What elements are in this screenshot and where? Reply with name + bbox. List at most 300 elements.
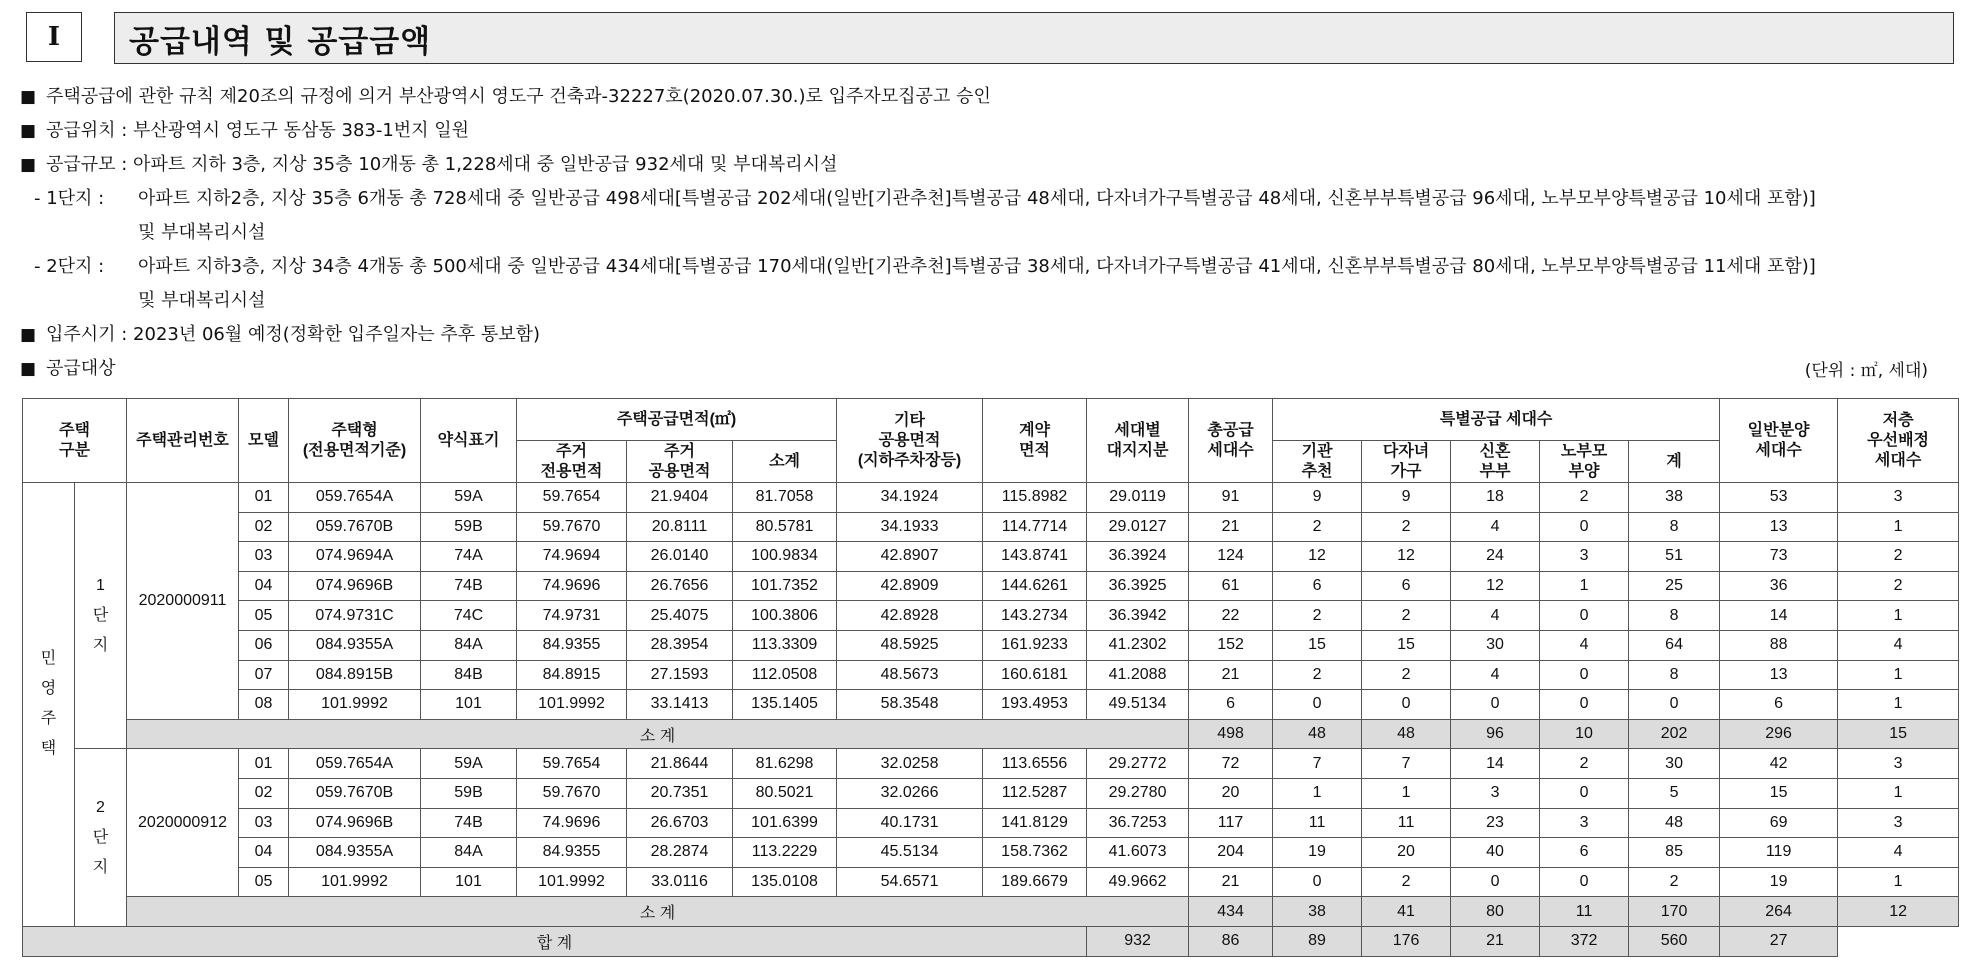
table-row xyxy=(23,512,1959,542)
table-row xyxy=(23,660,1959,690)
bullet-icon: ■ xyxy=(20,87,37,107)
table-cell: 29.0119 xyxy=(1087,483,1189,513)
table-cell: 29.0127 xyxy=(1087,512,1189,542)
table-cell: 02 xyxy=(239,512,289,542)
table-row xyxy=(23,630,1959,660)
table-cell: 41.2302 xyxy=(1087,630,1189,660)
table-cell: 28.3954 xyxy=(627,630,733,660)
grand-total-cell: 21 xyxy=(1451,926,1540,956)
subtotal-cell: 38 xyxy=(1273,897,1362,927)
grand-total-cell: 86 xyxy=(1189,926,1273,956)
table-cell: 19 xyxy=(1720,867,1838,897)
notes-block xyxy=(20,80,1940,386)
table-cell: 158.7362 xyxy=(983,838,1087,868)
mgmt-no-cell: 2020000911 xyxy=(127,483,239,720)
table-cell: 059.7670B xyxy=(289,778,421,808)
table-cell: 112.0508 xyxy=(733,660,837,690)
table-cell: 143.2734 xyxy=(983,601,1087,631)
subtotal-cell: 11 xyxy=(1540,897,1629,927)
table-row xyxy=(23,778,1959,808)
table-cell: 6 xyxy=(1720,690,1838,720)
note-move-in: ■ 입주시기 : 2023년 06월 예정(정확한 입주일자는 추후 통보함) xyxy=(20,318,1940,352)
header-subtotal-area: 소계 xyxy=(733,441,837,483)
note-approval: ■ 주택공급에 관한 규칙 제20조의 규정에 의거 부산광역시 영도구 건축과-32227호(2020.07.30.)로 입주자모집공고 승인 xyxy=(20,80,1940,114)
table-cell: 01 xyxy=(239,483,289,513)
table-cell: 15 xyxy=(1362,630,1451,660)
table-cell: 117 xyxy=(1189,808,1273,838)
table-cell: 59B xyxy=(421,778,517,808)
table-cell: 189.6679 xyxy=(983,867,1087,897)
table-cell: 8 xyxy=(1629,512,1720,542)
table-cell: 084.8915B xyxy=(289,660,421,690)
table-cell: 143.8741 xyxy=(983,542,1087,572)
table-cell: 3 xyxy=(1838,808,1959,838)
table-cell: 4 xyxy=(1838,630,1959,660)
subtotal-label: 소 계 xyxy=(127,897,1189,927)
table-cell: 101.9992 xyxy=(517,867,627,897)
table-cell: 74.9696 xyxy=(517,571,627,601)
table-cell: 7 xyxy=(1362,749,1451,779)
unit-note: (단위 : ㎡, 세대) xyxy=(1804,361,1928,381)
table-cell: 25 xyxy=(1629,571,1720,601)
category-cell: 민 영 주 택 xyxy=(23,483,75,927)
table-cell: 84A xyxy=(421,630,517,660)
table-cell: 6 xyxy=(1189,690,1273,720)
subtotal-cell: 48 xyxy=(1273,719,1362,749)
table-cell: 161.9233 xyxy=(983,630,1087,660)
table-cell: 84A xyxy=(421,838,517,868)
table-cell: 0 xyxy=(1540,778,1629,808)
subtotal-cell: 12 xyxy=(1838,897,1959,927)
table-cell: 5 xyxy=(1629,778,1720,808)
table-cell: 0 xyxy=(1273,867,1362,897)
table-cell: 152 xyxy=(1189,630,1273,660)
table-cell: 91 xyxy=(1189,483,1273,513)
complex-name-cell: 2 단 지 xyxy=(75,749,127,927)
table-cell: 01 xyxy=(239,749,289,779)
table-cell: 30 xyxy=(1629,749,1720,779)
table-cell: 64 xyxy=(1629,630,1720,660)
table-cell: 1 xyxy=(1838,601,1959,631)
header-sp-multichild: 다자녀 가구 xyxy=(1362,441,1451,483)
table-cell: 13 xyxy=(1720,660,1838,690)
complex-name-cell: 1 단 지 xyxy=(75,483,127,749)
subtotal-cell: 296 xyxy=(1720,719,1838,749)
table-cell: 11 xyxy=(1362,808,1451,838)
table-cell: 84.8915 xyxy=(517,660,627,690)
table-cell: 33.0116 xyxy=(627,867,733,897)
header-house-class: 주택 구분 xyxy=(23,399,127,483)
sub-note-line: 아파트 지하3층, 지상 34층 4개동 총 500세대 중 일반공급 434세대[특별공급 170세대(일반[기관추천]특별공급 38세대, 다자녀가구특별공급 41세대, 신혼부부특별공급 80세대, 노부모부양특별공급 11세대 포함)] xyxy=(138,256,1816,277)
table-cell: 32.0266 xyxy=(837,778,983,808)
table-cell: 80.5781 xyxy=(733,512,837,542)
table-cell: 59.7654 xyxy=(517,749,627,779)
table-cell: 84B xyxy=(421,660,517,690)
table-cell: 74.9694 xyxy=(517,542,627,572)
table-cell: 2 xyxy=(1273,660,1362,690)
table-row xyxy=(23,542,1959,572)
table-cell: 113.6556 xyxy=(983,749,1087,779)
table-cell: 73 xyxy=(1720,542,1838,572)
subtotal-row xyxy=(23,719,1959,749)
table-cell: 101.6399 xyxy=(733,808,837,838)
table-cell: 0 xyxy=(1540,660,1629,690)
table-cell: 4 xyxy=(1838,838,1959,868)
table-cell: 115.8982 xyxy=(983,483,1087,513)
header-model: 모델 xyxy=(239,399,289,483)
table-cell: 74C xyxy=(421,601,517,631)
subtotal-cell: 498 xyxy=(1189,719,1273,749)
table-row xyxy=(23,690,1959,720)
table-cell: 160.6181 xyxy=(983,660,1087,690)
note-supply-target: ■ 공급대상 xyxy=(20,352,1940,386)
table-cell: 119 xyxy=(1720,838,1838,868)
table-cell: 22 xyxy=(1189,601,1273,631)
table-cell: 135.1405 xyxy=(733,690,837,720)
table-cell: 101.9992 xyxy=(289,867,421,897)
table-cell: 20.7351 xyxy=(627,778,733,808)
table-cell: 40 xyxy=(1451,838,1540,868)
table-cell: 29.2780 xyxy=(1087,778,1189,808)
table-cell: 25.4075 xyxy=(627,601,733,631)
table-cell: 144.6261 xyxy=(983,571,1087,601)
table-cell: 36 xyxy=(1720,571,1838,601)
table-cell: 07 xyxy=(239,660,289,690)
table-cell: 05 xyxy=(239,601,289,631)
grand-total-label: 합 계 xyxy=(23,926,1087,956)
subtotal-cell: 264 xyxy=(1720,897,1838,927)
table-cell: 59.7670 xyxy=(517,512,627,542)
table-cell: 0 xyxy=(1629,690,1720,720)
table-cell: 84.9355 xyxy=(517,630,627,660)
table-cell: 0 xyxy=(1540,690,1629,720)
note-scale: ■ 공급규모 : 아파트 지하 3층, 지상 35층 10개동 총 1,228세대 중 일반공급 932세대 및 부대복리시설 xyxy=(20,148,1940,182)
table-cell: 2 xyxy=(1362,660,1451,690)
table-cell: 14 xyxy=(1451,749,1540,779)
table-cell: 85 xyxy=(1629,838,1720,868)
table-cell: 074.9696B xyxy=(289,808,421,838)
table-cell: 26.7656 xyxy=(627,571,733,601)
table-cell: 42.8907 xyxy=(837,542,983,572)
table-cell: 2 xyxy=(1362,867,1451,897)
table-cell: 05 xyxy=(239,867,289,897)
table-cell: 1 xyxy=(1838,690,1959,720)
table-cell: 54.6571 xyxy=(837,867,983,897)
table-cell: 36.3942 xyxy=(1087,601,1189,631)
table-cell: 20 xyxy=(1362,838,1451,868)
table-cell: 21 xyxy=(1189,867,1273,897)
table-cell: 36.3924 xyxy=(1087,542,1189,572)
table-cell: 2 xyxy=(1838,571,1959,601)
table-cell: 88 xyxy=(1720,630,1838,660)
grand-total-cell: 372 xyxy=(1540,926,1629,956)
table-cell: 3 xyxy=(1838,749,1959,779)
table-cell: 84.9355 xyxy=(517,838,627,868)
table-row xyxy=(23,601,1959,631)
grand-total-cell: 932 xyxy=(1087,926,1189,956)
table-cell: 59A xyxy=(421,749,517,779)
table-cell: 26.6703 xyxy=(627,808,733,838)
table-cell: 36.3925 xyxy=(1087,571,1189,601)
subtotal-label: 소 계 xyxy=(127,719,1189,749)
table-cell: 059.7670B xyxy=(289,512,421,542)
subtotal-cell: 434 xyxy=(1189,897,1273,927)
section-number: I xyxy=(26,12,82,62)
table-cell: 02 xyxy=(239,778,289,808)
table-cell: 4 xyxy=(1540,630,1629,660)
supply-table xyxy=(22,398,1959,957)
table-cell: 11 xyxy=(1273,808,1362,838)
table-cell: 204 xyxy=(1189,838,1273,868)
table-cell: 2 xyxy=(1273,512,1362,542)
table-row xyxy=(23,483,1959,513)
bullet-icon: ■ xyxy=(20,155,37,175)
header-other-common: 기타 공용면적 (지하주차장등) xyxy=(837,399,983,483)
table-cell: 141.8129 xyxy=(983,808,1087,838)
table-cell: 33.1413 xyxy=(627,690,733,720)
table-cell: 4 xyxy=(1451,512,1540,542)
table-cell: 124 xyxy=(1189,542,1273,572)
header-contract-area: 계약 면적 xyxy=(983,399,1087,483)
table-cell: 19 xyxy=(1273,838,1362,868)
table-cell: 58.3548 xyxy=(837,690,983,720)
table-cell: 1 xyxy=(1838,660,1959,690)
table-header xyxy=(23,399,1959,483)
table-cell: 74A xyxy=(421,542,517,572)
table-cell: 06 xyxy=(239,630,289,660)
table-cell: 81.6298 xyxy=(733,749,837,779)
table-cell: 113.3309 xyxy=(733,630,837,660)
table-cell: 04 xyxy=(239,838,289,868)
bullet-icon: ■ xyxy=(20,121,37,141)
table-cell: 074.9731C xyxy=(289,601,421,631)
table-cell: 074.9696B xyxy=(289,571,421,601)
table-cell: 6 xyxy=(1362,571,1451,601)
table-cell: 51 xyxy=(1629,542,1720,572)
grand-total-cell: 176 xyxy=(1362,926,1451,956)
table-cell: 6 xyxy=(1273,571,1362,601)
table-cell: 4 xyxy=(1451,601,1540,631)
table-cell: 59.7654 xyxy=(517,483,627,513)
table-cell: 2 xyxy=(1540,749,1629,779)
table-cell: 074.9694A xyxy=(289,542,421,572)
table-cell: 14 xyxy=(1720,601,1838,631)
table-cell: 0 xyxy=(1362,690,1451,720)
table-row xyxy=(23,867,1959,897)
table-cell: 80.5021 xyxy=(733,778,837,808)
table-cell: 101.9992 xyxy=(289,690,421,720)
subtotal-cell: 41 xyxy=(1362,897,1451,927)
subtotal-cell: 10 xyxy=(1540,719,1629,749)
header-sp-institution: 기관 추천 xyxy=(1273,441,1362,483)
table-cell: 34.1924 xyxy=(837,483,983,513)
table-cell: 21 xyxy=(1189,660,1273,690)
table-cell: 193.4953 xyxy=(983,690,1087,720)
grand-total-row xyxy=(23,926,1959,956)
header-sp-total: 계 xyxy=(1629,441,1720,483)
header-mgmt-no: 주택관리번호 xyxy=(127,399,239,483)
table-cell: 3 xyxy=(1838,483,1959,513)
table-cell: 32.0258 xyxy=(837,749,983,779)
table-cell: 48.5673 xyxy=(837,660,983,690)
sub-note-line: 및 부대복리시설 xyxy=(138,290,266,311)
table-cell: 3 xyxy=(1540,542,1629,572)
table-cell: 24 xyxy=(1451,542,1540,572)
header-abbr: 약식표기 xyxy=(421,399,517,483)
header-house-type: 주택형 (전용면적기준) xyxy=(289,399,421,483)
table-cell: 74B xyxy=(421,571,517,601)
subtotal-cell: 170 xyxy=(1629,897,1720,927)
table-cell: 81.7058 xyxy=(733,483,837,513)
table-cell: 114.7714 xyxy=(983,512,1087,542)
header-sp-newlywed: 신혼 부부 xyxy=(1451,441,1540,483)
grand-total-cell: 560 xyxy=(1629,926,1720,956)
table-cell: 26.0140 xyxy=(627,542,733,572)
table-row xyxy=(23,749,1959,779)
table-cell: 38 xyxy=(1629,483,1720,513)
table-cell: 20 xyxy=(1189,778,1273,808)
table-cell: 45.5134 xyxy=(837,838,983,868)
note-complex-2 xyxy=(20,250,1940,318)
table-cell: 101.7352 xyxy=(733,571,837,601)
table-cell: 2 xyxy=(1540,483,1629,513)
table-cell: 3 xyxy=(1540,808,1629,838)
note-location: ■ 공급위치 : 부산광역시 영도구 동삼동 383-1번지 일원 xyxy=(20,114,1940,148)
subtotal-cell: 15 xyxy=(1838,719,1959,749)
table-cell: 40.1731 xyxy=(837,808,983,838)
table-cell: 059.7654A xyxy=(289,749,421,779)
table-cell: 7 xyxy=(1273,749,1362,779)
table-cell: 29.2772 xyxy=(1087,749,1189,779)
table-cell: 61 xyxy=(1189,571,1273,601)
table-cell: 9 xyxy=(1362,483,1451,513)
table-cell: 48.5925 xyxy=(837,630,983,660)
table-cell: 100.9834 xyxy=(733,542,837,572)
table-cell: 04 xyxy=(239,571,289,601)
bullet-icon: ■ xyxy=(20,359,37,379)
header-res-common: 주거 공용면적 xyxy=(627,441,733,483)
table-cell: 0 xyxy=(1451,867,1540,897)
subtotal-row xyxy=(23,897,1959,927)
table-body xyxy=(23,483,1959,957)
table-cell: 53 xyxy=(1720,483,1838,513)
header-general-units: 일반분양 세대수 xyxy=(1720,399,1838,483)
bullet-icon: ■ xyxy=(20,325,37,345)
table-cell: 2 xyxy=(1838,542,1959,572)
section-title: 공급내역 및 공급금액 xyxy=(114,12,1954,64)
table-cell: 1 xyxy=(1362,778,1451,808)
table-cell: 21.9404 xyxy=(627,483,733,513)
table-cell: 08 xyxy=(239,690,289,720)
table-cell: 41.6073 xyxy=(1087,838,1189,868)
grand-total-cell: 89 xyxy=(1273,926,1362,956)
table-cell: 74.9696 xyxy=(517,808,627,838)
table-cell: 0 xyxy=(1451,690,1540,720)
table-cell: 0 xyxy=(1273,690,1362,720)
sub-note-line: 아파트 지하2층, 지상 35층 6개동 총 728세대 중 일반공급 498세대[특별공급 202세대(일반[기관추천]특별공급 48세대, 다자녀가구특별공급 48세대, 신혼부부특별공급 96세대, 노부모부양특별공급 10세대 포함)] xyxy=(138,188,1816,209)
header-land-share: 세대별 대지지분 xyxy=(1087,399,1189,483)
table-cell: 42.8928 xyxy=(837,601,983,631)
table-cell: 12 xyxy=(1362,542,1451,572)
table-cell: 42.8909 xyxy=(837,571,983,601)
table-cell: 101.9992 xyxy=(517,690,627,720)
header-supply-area: 주택공급면적(㎡) xyxy=(517,399,837,441)
sub-note-line: 및 부대복리시설 xyxy=(138,222,266,243)
table-cell: 0 xyxy=(1540,601,1629,631)
header-res-exclusive: 주거 전용면적 xyxy=(517,441,627,483)
table-cell: 2 xyxy=(1362,601,1451,631)
table-cell: 34.1933 xyxy=(837,512,983,542)
table-cell: 1 xyxy=(1838,778,1959,808)
table-cell: 2 xyxy=(1629,867,1720,897)
table-cell: 21 xyxy=(1189,512,1273,542)
table-cell: 49.9662 xyxy=(1087,867,1189,897)
header-total-units: 총공급 세대수 xyxy=(1189,399,1273,483)
table-row xyxy=(23,838,1959,868)
table-cell: 1 xyxy=(1838,867,1959,897)
table-cell: 42 xyxy=(1720,749,1838,779)
table-cell: 135.0108 xyxy=(733,867,837,897)
table-cell: 113.2229 xyxy=(733,838,837,868)
table-cell: 18 xyxy=(1451,483,1540,513)
mgmt-no-cell: 2020000912 xyxy=(127,749,239,897)
subtotal-cell: 202 xyxy=(1629,719,1720,749)
table-cell: 49.5134 xyxy=(1087,690,1189,720)
header-low-floor: 저층 우선배정 세대수 xyxy=(1838,399,1959,483)
table-cell: 36.7253 xyxy=(1087,808,1189,838)
table-cell: 084.9355A xyxy=(289,630,421,660)
table-cell: 13 xyxy=(1720,512,1838,542)
table-cell: 03 xyxy=(239,808,289,838)
table-cell: 59A xyxy=(421,483,517,513)
table-cell: 28.2874 xyxy=(627,838,733,868)
subtotal-cell: 96 xyxy=(1451,719,1540,749)
table-cell: 27.1593 xyxy=(627,660,733,690)
table-cell: 20.8111 xyxy=(627,512,733,542)
table-cell: 112.5287 xyxy=(983,778,1087,808)
table-cell: 1 xyxy=(1540,571,1629,601)
table-cell: 101 xyxy=(421,690,517,720)
table-cell: 30 xyxy=(1451,630,1540,660)
table-cell: 74.9731 xyxy=(517,601,627,631)
table-cell: 03 xyxy=(239,542,289,572)
table-cell: 059.7654A xyxy=(289,483,421,513)
table-cell: 0 xyxy=(1540,512,1629,542)
table-cell: 41.2088 xyxy=(1087,660,1189,690)
subtotal-cell: 48 xyxy=(1362,719,1451,749)
table-cell: 15 xyxy=(1720,778,1838,808)
subtotal-cell: 80 xyxy=(1451,897,1540,927)
table-cell: 12 xyxy=(1273,542,1362,572)
table-cell: 100.3806 xyxy=(733,601,837,631)
table-cell: 6 xyxy=(1540,838,1629,868)
table-cell: 3 xyxy=(1451,778,1540,808)
table-cell: 0 xyxy=(1540,867,1629,897)
table-cell: 8 xyxy=(1629,660,1720,690)
table-cell: 21.8644 xyxy=(627,749,733,779)
grand-total-cell: 27 xyxy=(1720,926,1838,956)
sub-note-label: - 2단지 : xyxy=(34,256,105,277)
table-cell: 2 xyxy=(1273,601,1362,631)
note-complex-1 xyxy=(20,182,1940,250)
table-cell: 59B xyxy=(421,512,517,542)
table-cell: 101 xyxy=(421,867,517,897)
table-cell: 12 xyxy=(1451,571,1540,601)
table-cell: 084.9355A xyxy=(289,838,421,868)
table-cell: 48 xyxy=(1629,808,1720,838)
table-cell: 1 xyxy=(1838,512,1959,542)
table-cell: 8 xyxy=(1629,601,1720,631)
